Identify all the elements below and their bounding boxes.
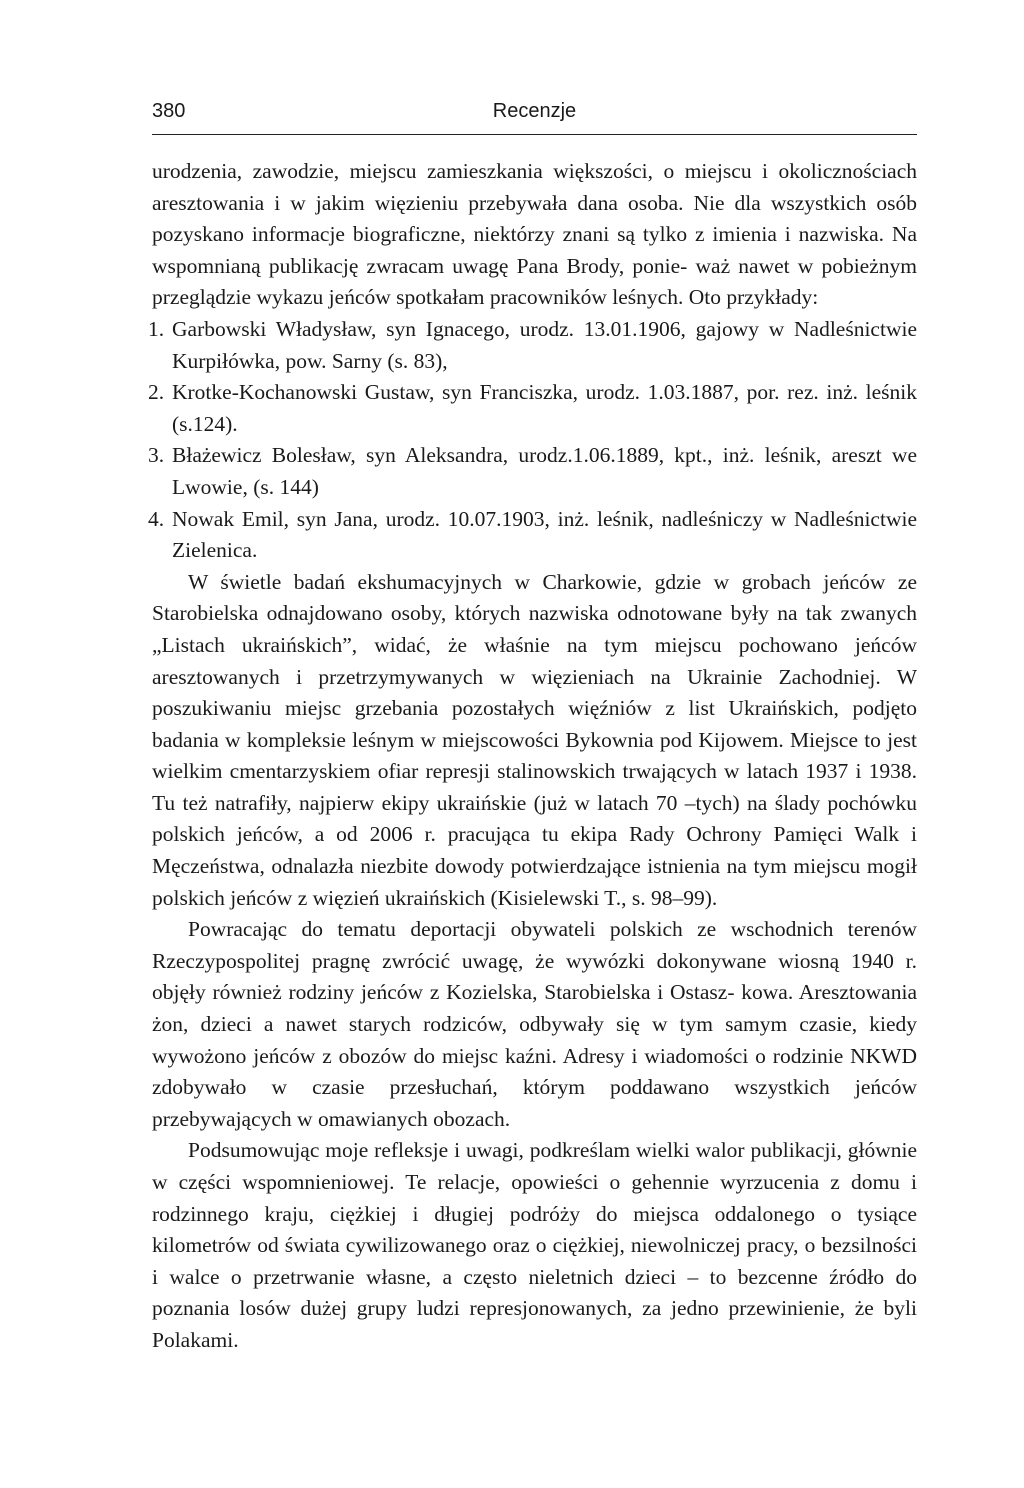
running-header bbox=[152, 98, 917, 135]
body-text bbox=[148, 156, 917, 1357]
list-item bbox=[148, 314, 917, 377]
section-title: Recenzje bbox=[492, 100, 577, 122]
paragraph-4: Podsumowując moje refleksje i uwagi, podkreślam wielki walor publikacji, głównie w części wspomnieniowej. Te relacje, opowieści o gehennie wyrzucenia z domu i rodzinnego kraju, ciężkiej i długiej podróży do miejsca oddalonego o tysiące kilometrów od świata cywilizowanego oraz o ciężkiej, niewolniczej pracy, o bezsilności i walce o przetrwanie własne, a często nieletnich dzieci – to bezcenne źródło do poznania losów dużej grupy ludzi represjonowanych, za jedno przewinienie, że byli Polakami. bbox=[152, 1138, 917, 1352]
list-item-number: 3. bbox=[148, 443, 165, 468]
list-item-text: Nowak Emil, syn Jana, urodz. 10.07.1903, inż. leśnik, nadleśniczy w Nadleśnictwie Zielenica. bbox=[172, 506, 917, 563]
list-item bbox=[148, 440, 917, 503]
list-item-number: 2. bbox=[148, 380, 165, 405]
list-item-number: 1. bbox=[148, 316, 165, 341]
paragraph-2: W świetle badań ekshumacyjnych w Charkowie, gdzie w grobach jeńców ze Starobielska odnajdowano osoby, których nazwiska odnotowane były na tak zwanych „Listach ukraińskich”, widać, że właśnie na tym miejscu pochowano jeńców aresztowanych i przetrzymywanych w więzieniach na Ukrainie Zachodniej. W poszukiwaniu miejsc grzebania pozostałych więźniów z list Ukraińskich, podjęto badania w kompleksie leśnym w miejscowości Bykownia pod Kijowem. Miejsce to jest wielkim cmentarzyskiem ofiar represji stalinowskich trwających w latach 1937 i 1938. Tu też natrafiły, najpierw ekipy ukraińskie (już w latach 70 –tych) na ślady pochówku polskich jeńców, a od 2006 r. pracująca tu ekipa Rady Ochrony Pamięci Walk i Męczeństwa, odnalazła niezbite dowody potwierdzające istnienia na tym miejscu mogił polskich jeńców z więzień ukraińskich (Kisielewski T., s. 98–99). bbox=[152, 569, 917, 910]
list-item-text: Krotke-Kochanowski Gustaw, syn Franciszka, urodz. 1.03.1887, por. rez. inż. leśnik (s.124). bbox=[172, 380, 917, 436]
list-item-text: Garbowski Władysław, syn Ignacego, urodz. 13.01.1906, gajowy w Nadleśnictwie Kurpiłówka, pow. Sarny (s. 83), bbox=[172, 316, 917, 373]
paragraph-3: Powracając do tematu deportacji obywateli polskich ze wschodnich terenów Rzeczypospolitej pragnę zwrócić uwagę, że wywózki dokonywane wiosną 1940 r. objęły również rodziny jeńców z Kozielska, Starobielska i Ostasz- kowa. Aresztowania żon, dzieci a nawet starych rodziców, odbywały się w tym samym czasie, kiedy wywożono jeńców z obozów do miejsc kaźni. Adresy i wiadomości o rodzinie NKWD zdobywało w czasie przesłuchań, którym poddawano wszystkich jeńców przebywających w omawianych obozach. bbox=[152, 917, 917, 1131]
list-item-text: Błażewicz Bolesław, syn Aleksandra, urodz.1.06.1889, kpt., inż. leśnik, areszt we Lwowie, (s. 144) bbox=[172, 443, 917, 499]
list-item-number: 4. bbox=[148, 506, 165, 531]
list-item bbox=[148, 377, 917, 440]
page-number: 380 bbox=[152, 100, 186, 122]
forester-list bbox=[148, 314, 917, 567]
list-item bbox=[148, 504, 917, 567]
paragraph-1: urodzenia, zawodzie, miejscu zamieszkania większości, o miejscu i okolicznościach aresztowania i w jakim więzieniu przebywała dana osoba. Nie dla wszystkich osób pozyskano informacje biograficzne, niektórzy znani są tylko z imienia i nazwiska. Na wspomnianą publikację zwracam uwagę Pana Brody, ponie- waż nawet w pobieżnym przeglądzie wykazu jeńców spotkałam pracowników leśnych. Oto przykłady: bbox=[152, 159, 917, 310]
